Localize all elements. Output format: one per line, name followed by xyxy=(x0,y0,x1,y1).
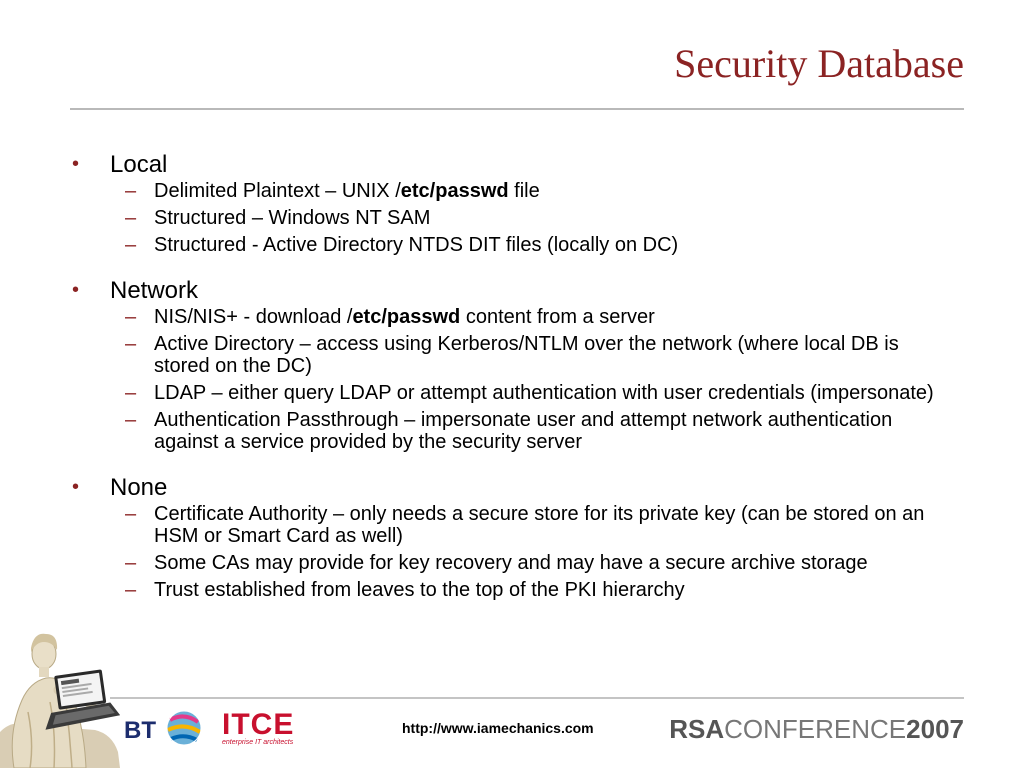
sub-item-text: file xyxy=(508,180,540,202)
rsa-logo-text: RSA xyxy=(669,714,725,744)
itce-tagline: enterprise IT architects xyxy=(222,739,294,746)
sub-list xyxy=(72,503,952,601)
sub-item-text: Some CAs may provide for key recovery and may have a secure archive storage xyxy=(154,552,868,574)
sub-item-text: Delimited Plaintext – UNIX / xyxy=(154,180,401,202)
dash-icon: – xyxy=(125,579,137,601)
title-divider xyxy=(70,108,964,110)
sub-item-text: Trust established from leaves to the top of the PKI hierarchy xyxy=(154,579,685,601)
footer-divider xyxy=(110,697,964,699)
bullet-heading: None xyxy=(110,474,168,501)
bullet-icon: • xyxy=(72,476,80,498)
rsa-logo-conference: CONFERENCE xyxy=(724,714,907,744)
sub-item-bold: / xyxy=(381,306,387,328)
sub-item-text: NIS/NIS+ - download / xyxy=(154,306,353,328)
sub-item-text: Authentication Passthrough – impersonate user and attempt network authentication against a service provided by the security server xyxy=(154,409,893,453)
bt-logo-text: BT xyxy=(124,717,156,744)
footer-url: http://www.iamechanics.com xyxy=(402,720,594,736)
sub-list xyxy=(72,306,952,453)
sub-item-bold: etc xyxy=(352,306,382,328)
section-local xyxy=(72,150,952,256)
dash-icon: – xyxy=(125,503,137,525)
dash-icon: – xyxy=(125,333,137,355)
sub-item xyxy=(72,234,952,256)
section-network xyxy=(72,276,952,453)
sub-item xyxy=(72,382,952,404)
sub-item-text: LDAP – either query LDAP or attempt authentication with user credentials (impersonate) xyxy=(154,382,934,404)
dash-icon: – xyxy=(125,234,137,256)
sub-item xyxy=(72,579,952,601)
itce-logo xyxy=(222,708,322,749)
slide-title: Security Database xyxy=(674,41,964,86)
sub-item-bold: / xyxy=(429,180,436,202)
itce-logo-text: ITCE xyxy=(222,708,295,741)
dash-icon: – xyxy=(125,552,137,574)
sub-item-text: Certificate Authority – only needs a secure store for its private key (can be stored on an HSM or Smart Card as well) xyxy=(154,503,925,547)
sub-item-text: Active Directory – access using Kerberos/NTLM over the network (where local DB is stored on the DC) xyxy=(154,333,899,377)
sub-item xyxy=(72,552,952,574)
bullet-heading: Network xyxy=(110,277,199,304)
dash-icon: – xyxy=(125,207,137,229)
rsa-logo-year: 2007 xyxy=(906,714,964,744)
rsa-conference-logo xyxy=(669,712,964,746)
sub-item-text: Structured - Active Directory NTDS DIT files (locally on DC) xyxy=(154,234,679,256)
slide-content xyxy=(72,150,952,621)
bullet-icon: • xyxy=(72,153,80,175)
dash-icon: – xyxy=(125,306,137,328)
sub-item xyxy=(72,306,952,328)
sub-item-text: Structured – Windows NT SAM xyxy=(154,207,431,229)
sub-item-text: content from a server xyxy=(460,306,655,328)
sub-item-bold: etc xyxy=(400,180,430,202)
statue-with-laptop-illustration xyxy=(0,612,120,768)
dash-icon: – xyxy=(125,180,137,202)
bullet-icon: • xyxy=(72,279,80,301)
dash-icon: – xyxy=(125,409,137,431)
bullet-heading: Local xyxy=(110,151,168,178)
bullet-item xyxy=(72,276,952,306)
sub-item-bold: passwd xyxy=(386,306,461,328)
section-none xyxy=(72,473,952,601)
sub-list xyxy=(72,180,952,256)
sub-item xyxy=(72,503,952,547)
dash-icon: – xyxy=(125,382,137,404)
sub-item xyxy=(72,207,952,229)
bullet-item xyxy=(72,473,952,503)
sub-item-bold: passwd xyxy=(435,180,509,202)
sub-item xyxy=(72,409,952,453)
bullet-item xyxy=(72,150,952,180)
bt-logo xyxy=(124,708,206,748)
sub-item xyxy=(72,180,952,202)
sub-item xyxy=(72,333,952,377)
